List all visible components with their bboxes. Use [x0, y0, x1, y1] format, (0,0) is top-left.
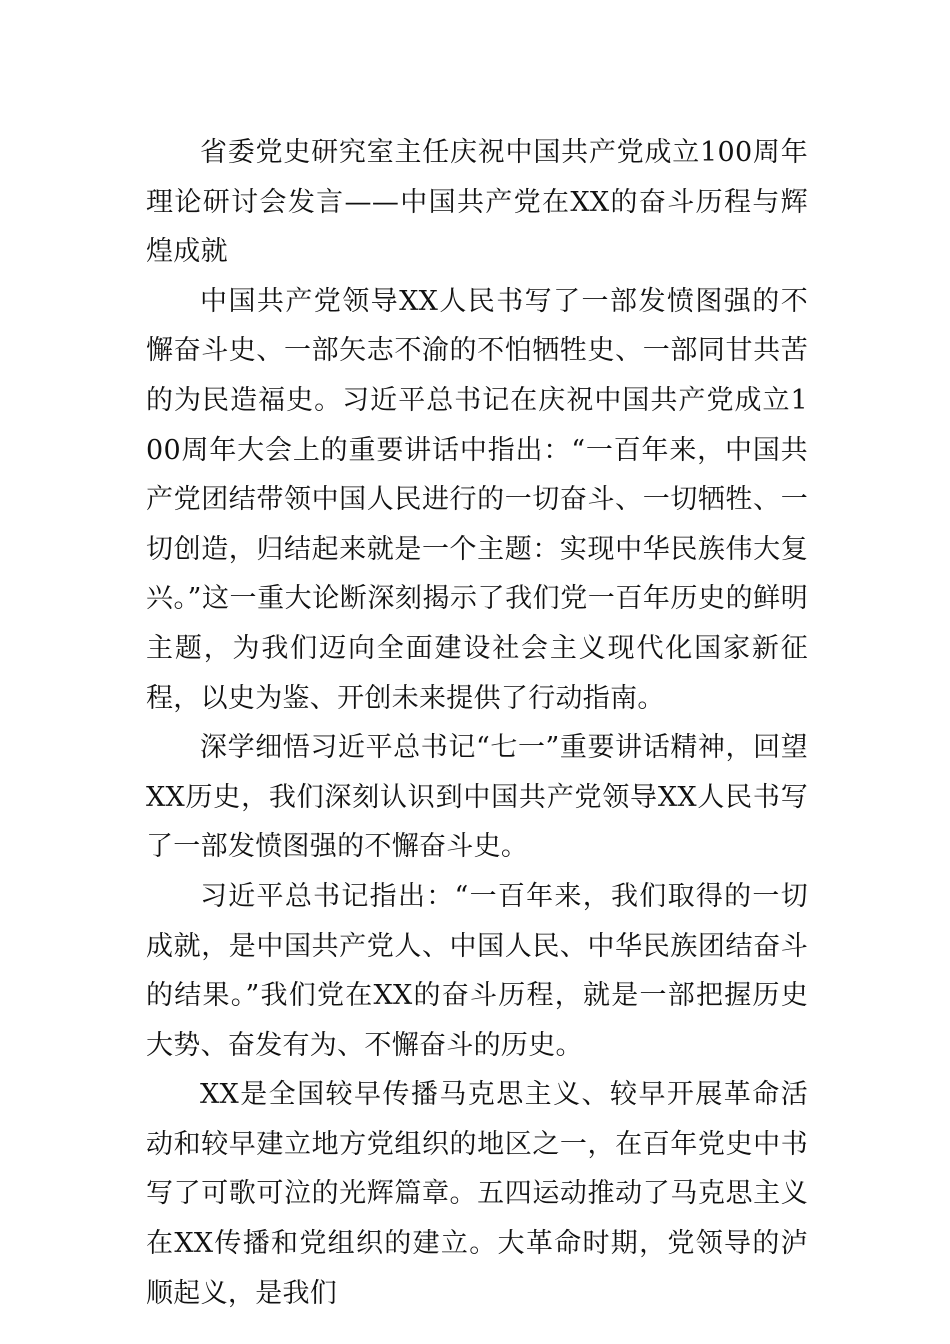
document-title: 省委党史研究室主任庆祝中国共产党成立100周年理论研讨会发言——中国共产党在XX的奋斗历程与辉煌成就 [146, 137, 808, 268]
paragraph: XX是全国较早传播马克思主义、较早开展革命活动和较早建立地方党组织的地区之一，在百年党史中书写了可歌可泣的光辉篇章。五四运动推动了马克思主义在XX传播和党组织的建立。大革命时期，党领导的泸顺起义，是我们 [146, 1079, 808, 1309]
document-page [146, 128, 808, 1318]
paragraph: 中国共产党领导XX人民书写了一部发愤图强的不懈奋斗史、一部矢志不渝的不怕牺牲史、一部同甘共苦的为民造福史。习近平总书记在庆祝中国共产党成立100周年大会上的重要讲话中指出：“一百年来，中国共产党团结带领中国人民进行的一切奋斗、一切牺牲、一切创造，归结起来就是一个主题：实现中华民族伟大复兴。”这一重大论断深刻揭示了我们党一百年历史的鲜明主题，为我们迈向全面建设社会主义现代化国家新征程，以史为鉴、开创未来提供了行动指南。 [146, 285, 808, 714]
paragraph: 习近平总书记指出：“一百年来，我们取得的一切成就，是中国共产党人、中国人民、中华民族团结奋斗的结果。”我们党在XX的奋斗历程，就是一部把握历史大势、奋发有为、不懈奋斗的历史。 [146, 880, 808, 1061]
paragraph: 深学细悟习近平总书记“七一”重要讲话精神，回望XX历史，我们深刻认识到中国共产党领导XX人民书写了一部发愤图强的不懈奋斗史。 [146, 732, 808, 863]
